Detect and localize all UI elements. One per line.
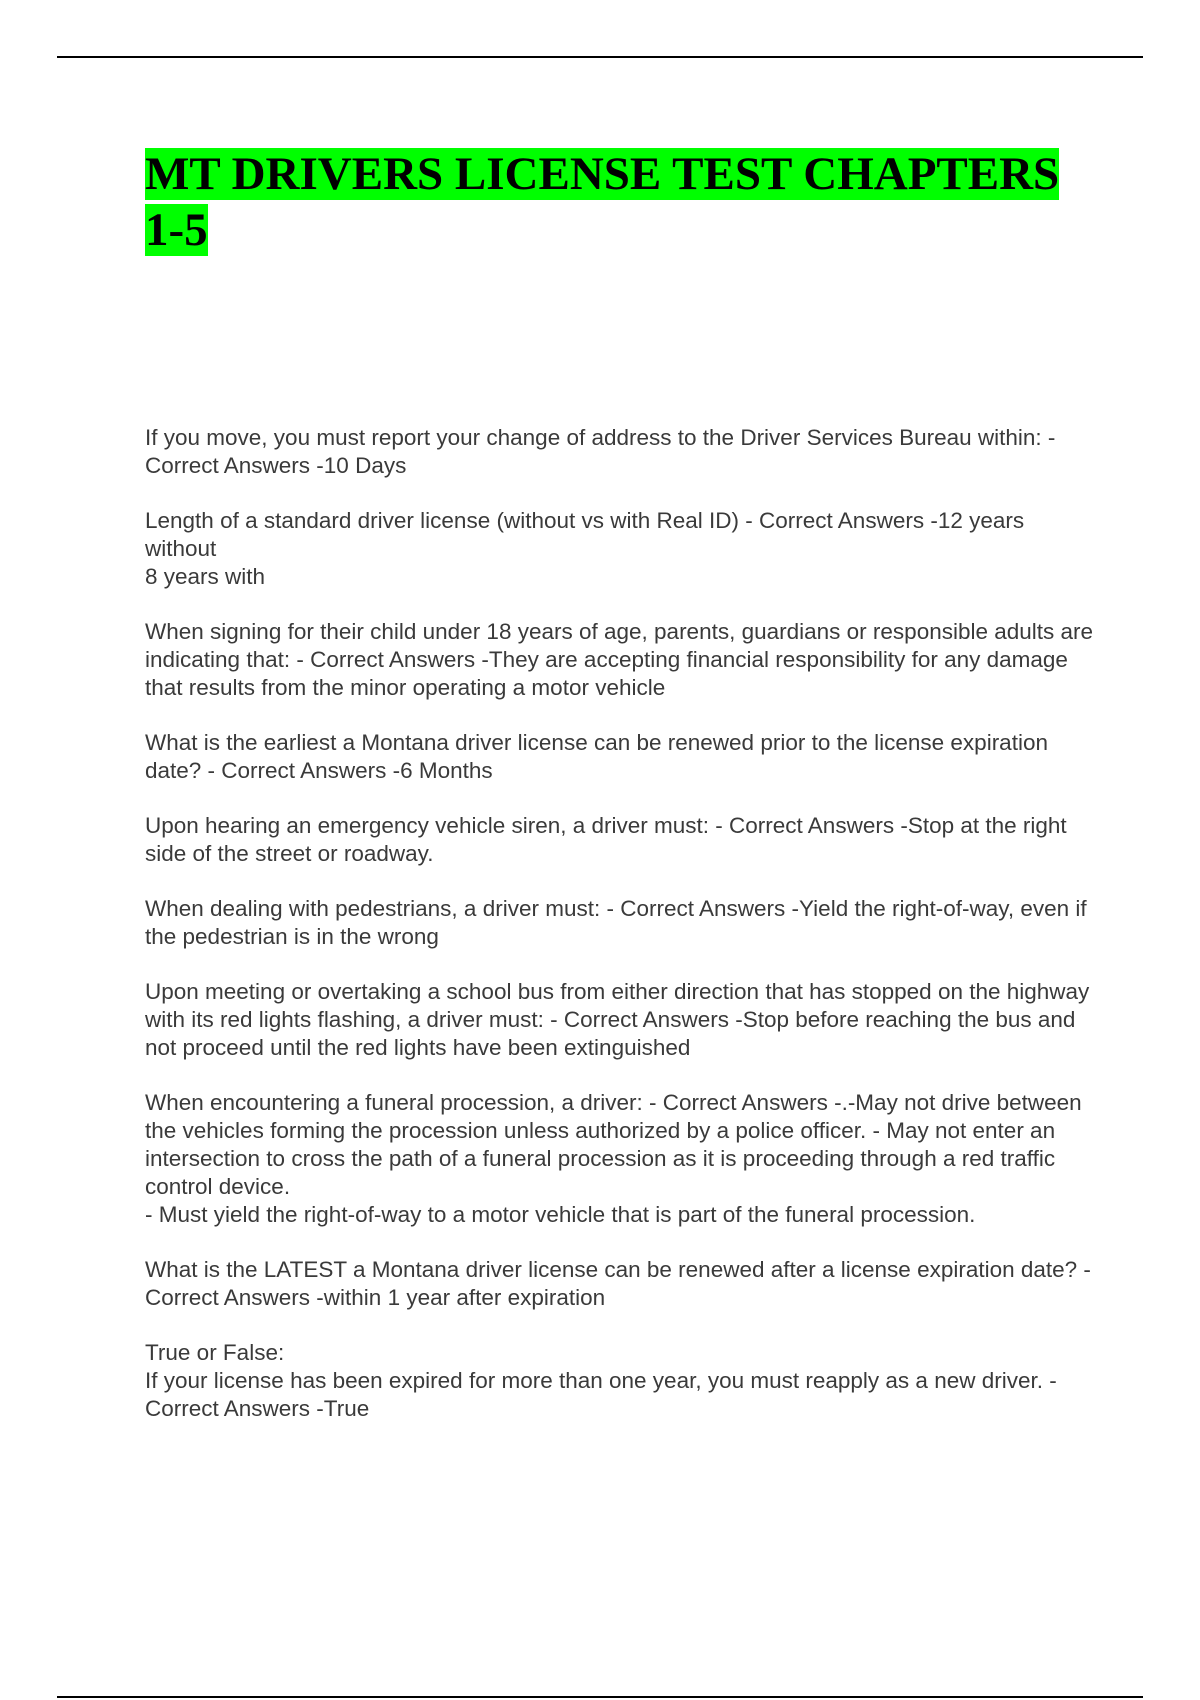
qa-entry: What is the earliest a Montana driver license can be renewed prior to the license expiration date? - Correct Answers -6 Months bbox=[145, 730, 1048, 783]
qa-entry: Upon hearing an emergency vehicle siren, a driver must: - Correct Answers -Stop at the right side of the street or roadway. bbox=[145, 813, 1067, 866]
qa-entry: Length of a standard driver license (without vs with Real ID) - Correct Answers -12 years without 8 years with bbox=[145, 508, 1025, 589]
qa-entry: If you move, you must report your change of address to the Driver Services Bureau within: - Correct Answers -10 Days bbox=[145, 425, 1056, 478]
qa-entry: When signing for their child under 18 years of age, parents, guardians or responsible adults are indicating that: - Correct Answers -They are accepting financial responsibility for any damage that results from the minor operating a motor vehicle bbox=[145, 619, 1094, 700]
document-title bbox=[145, 146, 1095, 258]
qa-entry: Upon meeting or overtaking a school bus from either direction that has stopped on the highway with its red lights flashing, a driver must: - Correct Answers -Stop before reaching the bus and not proceed until the red lights have been extinguished bbox=[145, 979, 1090, 1060]
qa-entry: What is the LATEST a Montana driver license can be renewed after a license expiration date? - Correct Answers -within 1 year after expiration bbox=[145, 1257, 1091, 1310]
qa-entry: When encountering a funeral procession, a driver: - Correct Answers -.-May not drive between the vehicles forming the procession unless authorized by a police officer. - May not enter an intersection to cross the path of a funeral procession as it is proceeding through a red traffic control device. - Must yield the right-of-way to a motor vehicle that is part of the funeral procession. bbox=[145, 1090, 1082, 1227]
qa-entry: True or False: If your license has been expired for more than one year, you must reapply as a new driver. - Correct Answers -True bbox=[145, 1340, 1057, 1421]
question-answer-list bbox=[145, 424, 1095, 1450]
header-rule bbox=[57, 56, 1143, 58]
qa-entry: When dealing with pedestrians, a driver must: - Correct Answers -Yield the right-of-way, even if the pedestrian is in the wrong bbox=[145, 896, 1087, 949]
title-text: MT DRIVERS LICENSE TEST CHAPTERS 1-5 bbox=[145, 148, 1060, 256]
footer-rule bbox=[57, 1696, 1143, 1698]
